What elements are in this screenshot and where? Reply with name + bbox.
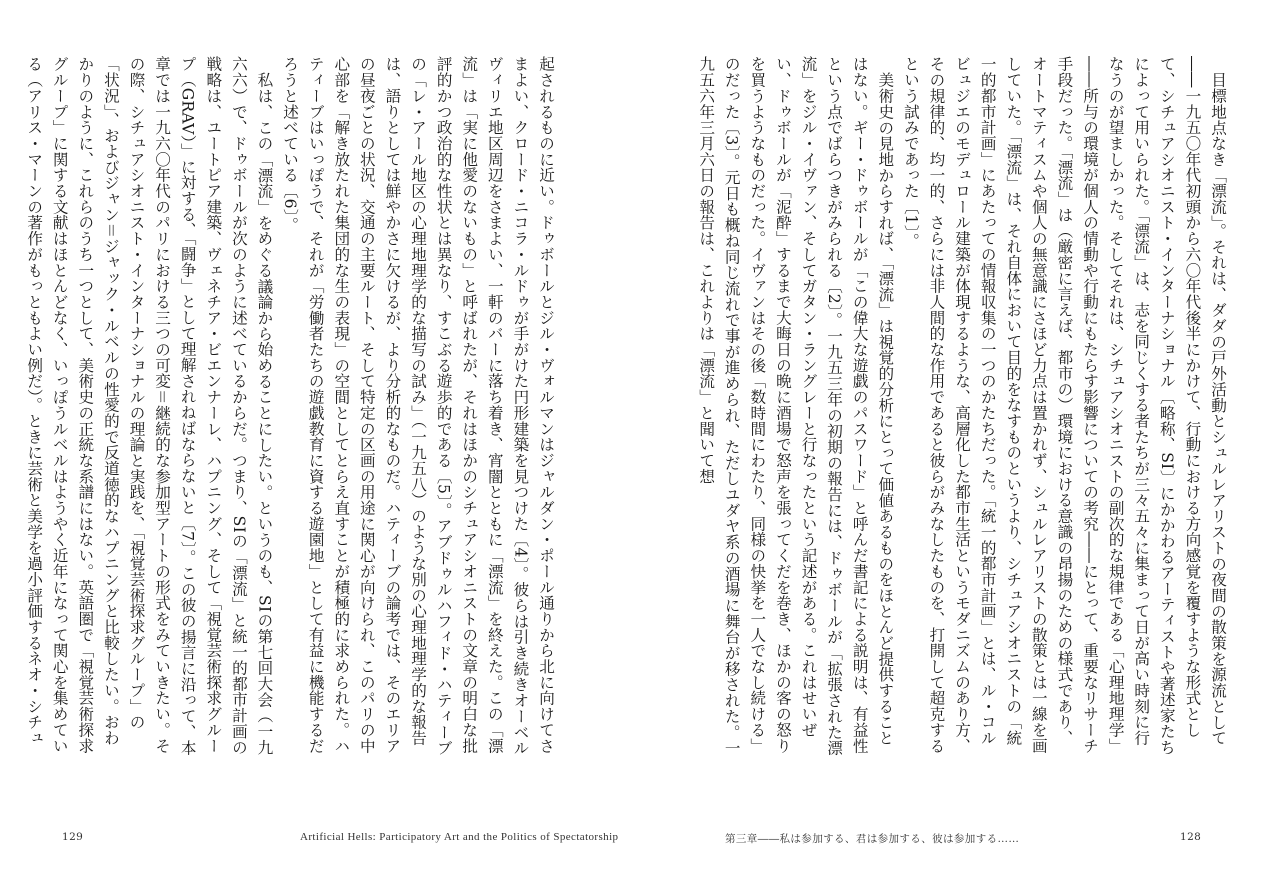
body-text — [25, 56, 558, 756]
paragraph: 私は、この「漂流」をめぐる議論から始めることにしたい。というのも、SIの第七回大会（一九六六）で、ドゥボールが次のように述べているからだ。つまり、SIの「漂流」と統一的都市計画の戦略は、ユートピア建築、ヴェネチア・ビエンナーレ、ハプニング、そして「視覚芸術探求グループ（GRAV）」に対する、「闘争」として理解されねばならないと〔7〕。この彼の揚言に沿って、本章では一九六〇年代のパリにおける三つの可変＝継続的な参加型アートの形式をみていきたい。その際、シチュアシオニスト・インターナショナルの理論と実践を、「視覚芸術探求グループ」の「状況」、およびジャン＝ジャック・ルベルの性愛的で反道徳的なハプニングと比較したい。おわかりのように、これらのうち一つとして、美術史の正統な系譜にはない。英語圏で「視覚芸術探求グループ」に関する文献はほとんどなく、いっぽうルベルはようやく近年になって関心を集めている（アリス・マーンの著作がもっともよい例だ）。ときに芸術と美学を過小評価するネオ・シチュ — [25, 56, 274, 756]
paragraph: 目標地点なき「漂流」。それは、ダダの戸外活動とシュルレアリストの夜間の散策を源流として――一九五〇年代初頭から六〇年代後半にかけて、行動における方向感覚を覆すような形式として、シチュアシオニスト・インターナショナル〔略称、SI〕にかかわるアーティストや著述家たちによって用いられた。「漂流」は、志を同じくする者たちが三々五々に集まって日が高い時刻に行なうのが望ましかった。そしてそれは、シチュアシオニストの副次的な規律である「心理地理学」――所与の環境が個人の情動や行動にもたらす影響についての考究――にとって、重要なリサーチ手段だった。「漂流」は（厳密に言えば、都市の）環境における意識の昂揚のための様式であり、オートマティスムや個人の無意識にさほど力点は置かれず、シュルレアリストの散策とは一線を画していた。「漂流」は、それ自体において目的をなすものというより、シチュアシオニストの「統一的都市計画」にあたっての情報収集の一つのかたちだった。「統一的都市計画」とは、ル・コルビュジエのモデュロール建築が体現するような、高層化した都市生活というモダニズムのあり方、その規律的、均一的、さらには非人間的な作用であると彼らがみなしたものを、打開して超克するという試みであった〔1〕。 — [901, 56, 1227, 755]
right-page — [640, 0, 1280, 882]
page-number: 128 — [1180, 831, 1202, 843]
body-text — [697, 56, 1230, 756]
paragraph: 美術史の見地からすれば、「漂流」は視覚的分析にとって価値あるものをほとんど提供することはない。ギー・ドゥボールが「この偉大な遊戯のパスワード」と呼んだ書記による説明は、有益性という点でばらつきがみられる〔2〕。一九五三年の初期の報告には、ドゥボールが「拡張された漂流」をジル・イヴァン、そしてガタン・ラングレーと行なったという記述がある。これはせいぜい、ドゥボールが「泥酔」するまで大晦日の晩に酒場で怒声を張ってくだを巻き、ほかの客の怒りを買うようなものだった。イヴァンはその後「数時間にわたり、同様の快挙を一人でなし続ける」のだった〔3〕。元日も概ね同じ流れで事が進められ、ただしユダヤ系の酒場に舞台が移された。一九五六年三月六日の報告は、これよりは「漂流」と聞いて想 — [697, 56, 895, 756]
running-head: 第三章――私は参加する、君は参加する、彼は参加する…… — [725, 833, 1020, 845]
page-number: 129 — [62, 831, 84, 843]
paragraph: 起されるものに近い。ドゥボールとジル・ヴォルマンはジャルダン・ポール通りから北に向けてさまよい、クロード・ニコラ・ルドゥが手がけた円形建築を見つけた〔4〕。彼らは引き続きオーベルヴィリエ地区周辺をさまよい、一軒のバーに落ち着き、宵闇とともに「漂流」を終えた。この「漂流」は「実に他愛のないもの」と呼ばれたが、それはほかのシチュアシオニストの文章の明白な批評的かつ政治的な性状とは異なり、すこぶる遊歩的である〔5〕。アブドゥルハフィド・ハティーブの「レ・アール地区の心理地理学的な描写の試み」（一九五八）のような別の心理地理学的な報告は、語りとしては鮮やかさに欠けるが、より分析的なものだ。ハティーブの論考では、そのエリアの昼夜ごとの状況、交通の主要ルート、そして特定の区画の用途に関心が向けられ、このパリの中心部を「解き放たれた集団的な生の表現」の空間としてとらえ直すことが積極的に求められた。ハティーブはいっぽうで、それが「労働者たちの遊戯教育に資する遊園地」として有益に機能するだろうと述べている〔6〕。 — [281, 56, 555, 756]
running-head: Artificial Hells: Participatory Art and the Politics of Spectatorship — [300, 831, 619, 843]
